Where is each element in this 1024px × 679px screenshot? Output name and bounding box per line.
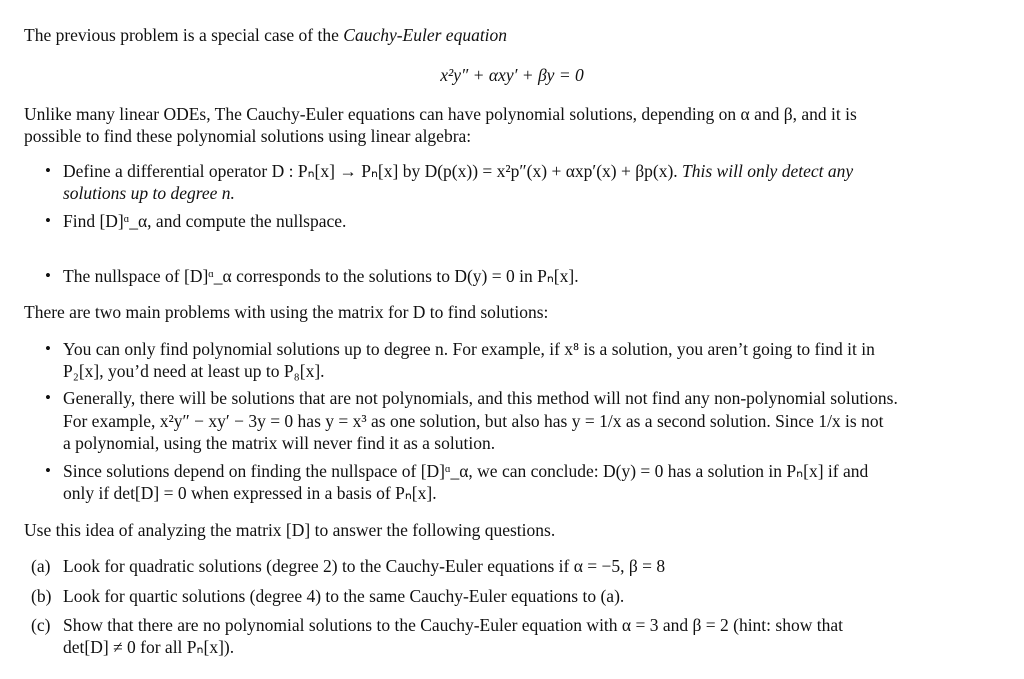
question-line: det[D] ≠ 0 for all Pₙ[x]). — [63, 637, 235, 657]
question-label: (c) — [31, 615, 51, 635]
intro-line — [24, 25, 507, 45]
bullet-icon: • — [45, 339, 51, 358]
step-line: The nullspace of [D]ᵅ_α corresponds to the solutions to D(y) = 0 in Pₙ[x]. — [63, 266, 579, 286]
paragraph-line: Use this idea of analyzing the matrix [D] to answer the following questions. — [24, 520, 556, 540]
problem-line: P₂[x], you’d need at least up to P₈[x]. — [63, 361, 325, 381]
term-cauchy-euler: Cauchy-Euler equation — [343, 25, 508, 45]
bullet-icon: • — [45, 211, 51, 230]
problem-line: You can only find polynomial solutions up to degree n. For example, if x⁸ is a solution, you aren’t going to find it in — [63, 339, 875, 359]
problem-line: Generally, there will be solutions that are not polynomials, and this method will not find any non-polynomial solutions. — [63, 388, 898, 408]
step-line: Find [D]ᵅ_α, and compute the nullspace. — [63, 211, 347, 231]
problem-line: a polynomial, using the matrix will never find it as a solution. — [63, 433, 496, 453]
step-line: solutions up to degree n. — [63, 183, 235, 203]
problem-line: only if det[D] = 0 when expressed in a basis of Pₙ[x]. — [63, 483, 437, 503]
paragraph-line: Unlike many linear ODEs, The Cauchy-Euler equations can have polynomial solutions, depending on α and β, and it is — [24, 104, 857, 124]
bullet-icon: • — [45, 461, 51, 480]
main-equation: x²y″ + αxy′ + βy = 0 — [440, 65, 584, 85]
paragraph-line: possible to find these polynomial solutions using linear algebra: — [24, 126, 472, 146]
bullet-icon: • — [45, 388, 51, 407]
question-line: Look for quadratic solutions (degree 2) to the Cauchy-Euler equations if α = −5, β = 8 — [63, 556, 666, 576]
question-line: Show that there are no polynomial solutions to the Cauchy-Euler equation with α = 3 and β = 2 (hint: show that — [63, 615, 843, 635]
problem-line: For example, x²y″ − xy′ − 3y = 0 has y = x³ as one solution, but also has y = 1/x as a second solution. Since 1/x is not — [63, 411, 884, 431]
step-text: Define a differential operator D : Pₙ[x] → Pₙ[x] by D(p(x)) = x²p″(x) + αxp′(x) + βp(x). — [63, 161, 678, 181]
question-label: (a) — [31, 556, 51, 576]
bullet-icon: • — [45, 266, 51, 285]
step-line — [63, 161, 853, 181]
problem-line: Since solutions depend on finding the nullspace of [D]ᵅ_α, we can conclude: D(y) = 0 has a solution in Pₙ[x] if and — [63, 461, 869, 481]
bullet-icon: • — [45, 161, 51, 180]
intro-text: The previous problem is a special case of the — [24, 25, 344, 45]
question-line: Look for quartic solutions (degree 4) to the same Cauchy-Euler equations to (a). — [63, 586, 625, 606]
step-text-italic: This will only detect any — [682, 161, 854, 181]
paragraph-line: There are two main problems with using the matrix for D to find solutions: — [24, 302, 549, 322]
question-label: (b) — [31, 586, 52, 606]
